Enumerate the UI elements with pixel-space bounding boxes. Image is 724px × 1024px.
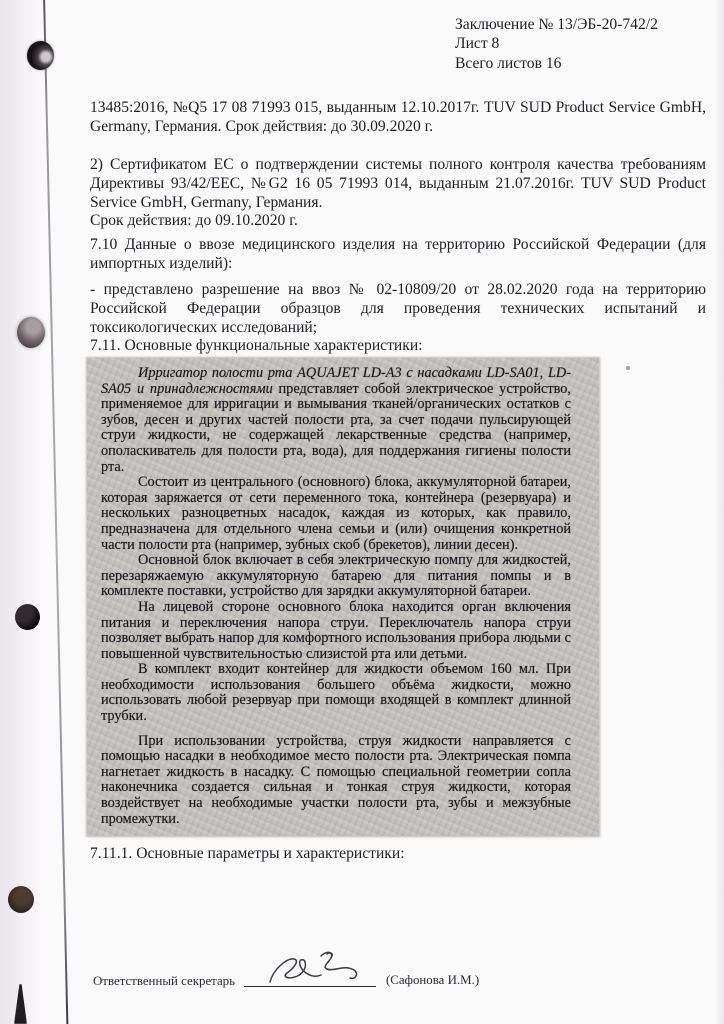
device-intro-rest: представляет собой электрическое устройство, применяемое для ирригации и вымывания тканей/органических остатков с зубов, десен и других частей полости рта, за счет подачи пульсирующей струи жидкости, не содержащей лекарственные средства (например, ополаскиватель для полости рта, вода), для поддержания гигиены полости рта. — [101, 380, 572, 475]
header-conclusion-number: Заключение № 13/ЭБ-20-742/2 — [455, 16, 658, 33]
header-total-sheets: Всего листов 16 — [455, 54, 562, 72]
scan-left-margin — [0, 0, 46, 1024]
signature-handwriting-icon — [264, 946, 364, 990]
paragraph-cert-ec: 2) Сертификатом ЕС о подтверждении системы полного контроля качества требованиям Директивы 93/42/EEC, №G2 16 05 71993 014, выданным 21.07.2016г. TUV SUD Product Service GmbH, Germany, Германия. — [90, 156, 706, 212]
section-7-10-heading: 7.10 Данные о ввозе медицинского изделия на территорию Российской Федерации (для импортных изделий): — [90, 236, 706, 273]
binder-hole — [15, 604, 40, 630]
scan-right-edge — [715, 0, 724, 1024]
binder-hole — [8, 886, 34, 913]
scan-speck — [626, 366, 630, 370]
block-paragraph-main-unit: Основной блок включает в себя электрическую помпу для жидкостей, перезаряжаемую аккумуляторную батарею для питания помпы и в комплекте поставки, устройство для зарядки аккумуляторной батареи. — [101, 552, 571, 600]
header-sheet-number: Лист 8 — [455, 35, 500, 53]
binder-hole — [17, 317, 45, 348]
signatory-name: (Сафонова И.М.) — [386, 973, 480, 987]
photocopy-text-block — [87, 358, 599, 836]
page-edge-shadow — [43, 0, 68, 1024]
document-header — [455, 15, 658, 73]
signatory-role-label: Ответственный секретарь — [93, 974, 235, 988]
block-paragraph-container: В комплект входит контейнер для жидкости объемом 160 мл. При необходимости использования большего объёма жидкости, можно использовать любой резервуар при помощи входящей в комплект длинной трубки. — [101, 661, 571, 725]
block-paragraph-front-panel: На лицевой стороне основного блока находится орган включения питания и переключения напора струи. Переключатель напора струи позволяет выбрать напор для комфортного использования прибора людьми с повышенной чувствительностью слизистой рта или детьми. — [101, 598, 571, 662]
paragraph-cert-iso-tail: 13485:2016, №Q5 17 08 71993 015, выданным 12.10.2017г. TUV SUD Product Service GmbH, Germany, Германия. Срок действия: до 30.09.2020 г. — [90, 99, 706, 136]
block-paragraph-device-intro — [101, 366, 571, 475]
section-7-11-1-heading: 7.11.1. Основные параметры и характеристики: — [90, 845, 405, 862]
block-paragraph-usage: При использовании устройства, струя жидкости направляется с помощью насадки в необходимое место полости рта. Электрическая помпа нагнетает жидкость в насадку. С помощью специальной геометрии сопла наконечника создается сильная и тонкая струя жидкости, которая воздействует на необходимые участки полости рта, зубы и межзубные промежутки. — [101, 732, 571, 827]
signature-line — [244, 970, 376, 987]
binder-hole — [27, 41, 54, 70]
paragraph-import-permit: - представлено разрешение на ввоз № 02-10809/20 от 28.02.2020 года на территорию Российской Федерации образцов для проведения технических испытаний и токсикологических исследований; — [90, 281, 706, 337]
block-paragraph-composition: Состоит из центрального (основного) блока, аккумуляторной батареи, которая заряжается от сети переменного тока, контейнера (резервуара) и нескольких разноцветных насадок, каждая из которых, как правило, предназначена для отдельного члена семьи и (или) очищения конкретной части полости рта (например, зубных скоб (брекетов), линии десен). — [101, 474, 571, 553]
paragraph-validity: Срок действия: до 09.10.2020 г. — [90, 212, 298, 229]
section-7-11-heading: 7.11. Основные функциональные характеристики: — [90, 337, 423, 354]
device-name-italic: Ирригатор полости рта AQUAJET LD-A3 с насадками LD-SA01, LD-SA05 и принадлежностями — [101, 365, 571, 397]
signature-row — [93, 970, 479, 989]
